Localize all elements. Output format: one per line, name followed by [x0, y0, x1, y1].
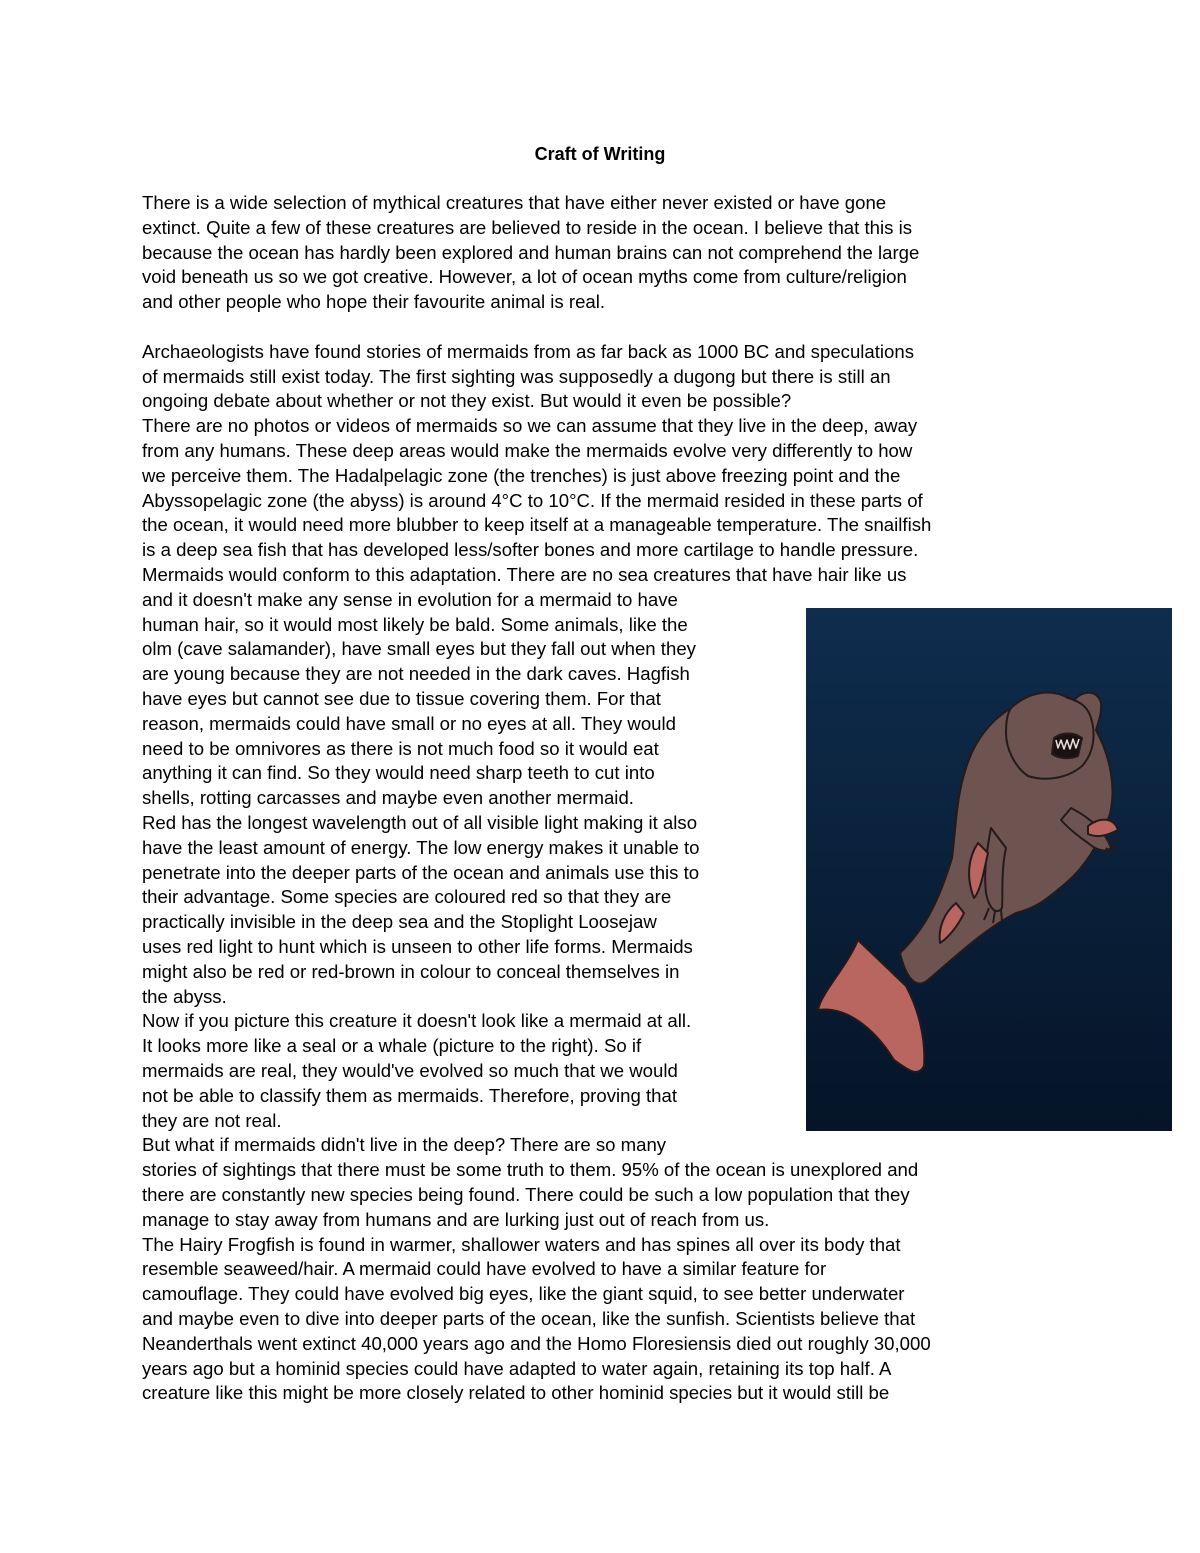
text-line: Archaeologists have found stories of mermaids from as far back as 1000 BC and speculations [142, 340, 915, 362]
mermaid-illustration-svg [806, 608, 1172, 1131]
text-line: Mermaids would conform to this adaptation. There are no sea creatures that have hair like us [142, 564, 907, 585]
text-line: Red has the longest wavelength out of all visible light making it also [142, 812, 698, 833]
text-line: might also be red or red-brown in colour to conceal themselves in [142, 960, 680, 982]
text-line: reason, mermaids could have small or no eyes at all. They would [142, 712, 676, 734]
text-line: Abyssopelagic zone (the abyss) is around 4°C to 10°C. If the mermaid resided in these parts of [142, 489, 923, 511]
text-line: not be able to classify them as mermaids. Therefore, proving that [142, 1084, 678, 1106]
text-line: years ago but a hominid species could have adapted to water again, retaining its top half. A [142, 1357, 892, 1379]
text-line: manage to stay away from humans and are lurking just out of reach from us. [142, 1208, 770, 1230]
text-line: the abyss. [142, 985, 227, 1007]
text-line: shells, rotting carcasses and maybe even another mermaid. [142, 787, 634, 809]
text-line: their advantage. Some species are coloured red so that they are [142, 886, 672, 908]
text-line: penetrate into the deeper parts of the ocean and animals use this to [142, 861, 700, 883]
text-line: and other people who hope their favourite animal is real. [142, 291, 606, 313]
text-line: need to be omnivores as there is not much food so it would eat [142, 737, 659, 759]
text-line: and it doesn't make any sense in evolution for a mermaid to have [142, 588, 678, 610]
text-line: stories of sightings that there must be some truth to them. 95% of the ocean is unexplored and [142, 1159, 919, 1181]
text-line: there are constantly new species being found. There could be such a low population that they [142, 1184, 910, 1205]
text-line: is a deep sea fish that has developed less/softer bones and more cartilage to handle pressure. [142, 539, 919, 561]
text-line: human hair, so it would most likely be bald. Some animals, like the [142, 613, 688, 635]
text-line: the ocean, it would need more blubber to keep itself at a manageable temperature. The snailfish [142, 514, 932, 536]
text-line: anything it can find. So they would need sharp teeth to cut into [142, 762, 655, 784]
text-line: of mermaids still exist today. The first sighting was supposedly a dugong but there is still an [142, 365, 891, 387]
text-line: have the least amount of energy. The low energy makes it unable to [142, 836, 700, 858]
text-line: mermaids are real, they would've evolved so much that we would [142, 1060, 678, 1081]
text-line: It looks more like a seal or a whale (picture to the right). So if [142, 1035, 642, 1057]
text-line: practically invisible in the deep sea and the Stoplight Loosejaw [142, 911, 657, 933]
text-line: The Hairy Frogfish is found in warmer, shallower waters and has spines all over its body that [142, 1233, 901, 1255]
text-line: But what if mermaids didn't live in the deep? There are so many [142, 1134, 667, 1156]
text-line: they are not real. [142, 1109, 282, 1131]
mermaid-illustration [806, 608, 1172, 1131]
text-line: extinct. Quite a few of these creatures are believed to reside in the ocean. I believe that this is [142, 216, 913, 238]
text-line: resemble seaweed/hair. A mermaid could have evolved to have a similar feature for [142, 1258, 827, 1280]
text-line: have eyes but cannot see due to tissue covering them. For that [142, 688, 661, 709]
head [1006, 693, 1094, 779]
text-line: uses red light to hunt which is unseen to other life forms. Mermaids [142, 936, 693, 957]
text-line: we perceive them. The Hadalpelagic zone (the trenches) is just above freezing point and the [142, 464, 901, 486]
text-line: and maybe even to dive into deeper parts of the ocean, like the sunfish. Scientists believe that [142, 1308, 916, 1329]
text-line: olm (cave salamander), have small eyes but they fall out when they [142, 638, 696, 660]
text-line: Now if you picture this creature it doesn't look like a mermaid at all. [142, 1010, 692, 1032]
text-line: There is a wide selection of mythical creatures that have either never existed or have gone [142, 192, 887, 213]
page-title: Craft of Writing [534, 144, 666, 164]
text-line: from any humans. These deep areas would make the mermaids evolve very differently to how [142, 440, 913, 461]
text-line: because the ocean has hardly been explored and human brains can not comprehend the large [142, 241, 920, 263]
text-line: void beneath us so we got creative. However, a lot of ocean myths come from culture/religion [142, 266, 907, 288]
text-line: There are no photos or videos of mermaids so we can assume that they live in the deep, away [142, 415, 918, 437]
text-line: ongoing debate about whether or not they exist. But would it even be possible? [142, 390, 792, 412]
text-line: Neanderthals went extinct 40,000 years ago and the Homo Floresiensis died out roughly 30,000 [142, 1332, 931, 1354]
text-line: camouflage. They could have evolved big eyes, like the giant squid, to see better underwater [142, 1283, 905, 1305]
text-line: are young because they are not needed in the dark caves. Hagfish [142, 663, 690, 685]
text-line: creature like this might be more closely related to other hominid species but it would still be [142, 1382, 890, 1404]
